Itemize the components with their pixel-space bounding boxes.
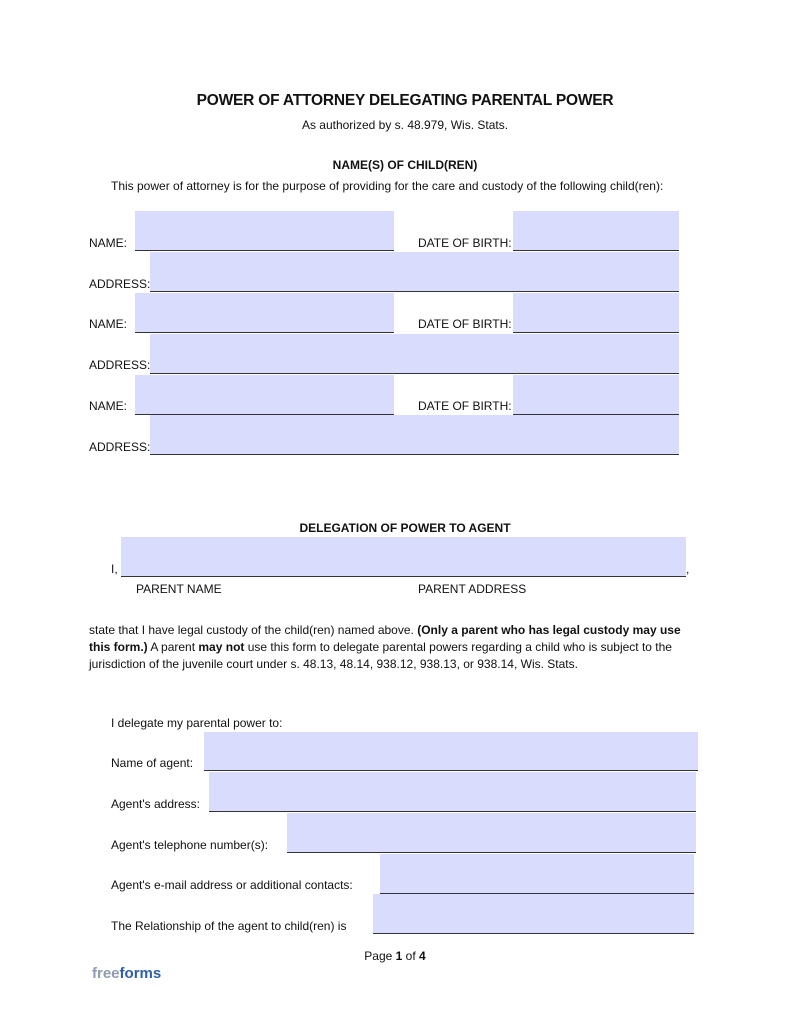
child-1-dob-label: DATE OF BIRTH: bbox=[418, 236, 512, 250]
agent-email-label: Agent's e-mail address or additional contacts: bbox=[111, 878, 353, 892]
child-2-address-label: ADDRESS: bbox=[89, 358, 151, 372]
child-3-name-label: NAME: bbox=[89, 399, 128, 413]
child-3-dob-field[interactable] bbox=[513, 375, 679, 415]
agent-relationship-field[interactable] bbox=[373, 894, 694, 934]
parent-name-address-input[interactable] bbox=[121, 537, 686, 576]
brand-free: free bbox=[92, 965, 120, 982]
child-2-dob-input[interactable] bbox=[513, 293, 679, 332]
child-1-name-field[interactable] bbox=[135, 211, 394, 251]
parent-address-caption: PARENT ADDRESS bbox=[418, 582, 527, 596]
children-section-heading: NAME(S) OF CHILD(REN) bbox=[332, 158, 478, 172]
child-1-address-label: ADDRESS: bbox=[89, 277, 151, 291]
child-2-name-field[interactable] bbox=[135, 293, 394, 333]
agent-relationship-label: The Relationship of the agent to child(ren) is bbox=[111, 919, 347, 933]
child-2-name-label: NAME: bbox=[89, 317, 128, 331]
agent-phone-label: Agent's telephone number(s): bbox=[111, 838, 269, 852]
page-title: POWER OF ATTORNEY DELEGATING PARENTAL POWER bbox=[196, 92, 614, 109]
brand-forms: forms bbox=[119, 965, 162, 982]
agent-intro-text: I delegate my parental power to: bbox=[111, 716, 283, 730]
child-3-address-field[interactable] bbox=[150, 415, 679, 455]
child-1-dob-field[interactable] bbox=[513, 211, 679, 251]
trailing-comma: , bbox=[686, 562, 690, 576]
page-current: 1 bbox=[395, 949, 403, 963]
child-3-address-label: ADDRESS: bbox=[89, 440, 151, 454]
child-2-name-input[interactable] bbox=[135, 293, 394, 332]
page-prefix: Page bbox=[364, 949, 396, 963]
custody-text-2: A parent bbox=[147, 640, 199, 654]
child-1-address-input[interactable] bbox=[150, 252, 679, 291]
child-3-name-field[interactable] bbox=[135, 375, 394, 415]
delegation-section-heading: DELEGATION OF POWER TO AGENT bbox=[299, 521, 511, 535]
custody-statement bbox=[89, 622, 704, 673]
child-1-name-input[interactable] bbox=[135, 211, 394, 250]
child-3-dob-label: DATE OF BIRTH: bbox=[418, 399, 512, 413]
agent-name-input[interactable] bbox=[204, 732, 698, 770]
child-2-address-input[interactable] bbox=[150, 334, 679, 373]
agent-phone-input[interactable] bbox=[287, 813, 696, 852]
page-total: 4 bbox=[419, 949, 426, 963]
child-2-dob-label: DATE OF BIRTH: bbox=[418, 317, 512, 331]
child-1-name-label: NAME: bbox=[89, 236, 128, 250]
child-2-dob-field[interactable] bbox=[513, 293, 679, 333]
parent-name-address-field[interactable] bbox=[121, 537, 686, 577]
child-1-dob-input[interactable] bbox=[513, 211, 679, 250]
child-3-name-input[interactable] bbox=[135, 375, 394, 414]
custody-bold-2: may not bbox=[198, 640, 245, 654]
agent-relationship-input[interactable] bbox=[373, 894, 694, 933]
children-intro-text: This power of attorney is for the purpose of providing for the care and custody of the following child(ren): bbox=[111, 179, 664, 193]
custody-text-1: state that I have legal custody of the child(ren) named above. bbox=[89, 623, 414, 637]
custody-bold-1: (Only a parent who has legal custody may use this form.) bbox=[89, 623, 681, 654]
i-label: I, bbox=[111, 562, 118, 576]
agent-address-field[interactable] bbox=[209, 772, 696, 812]
child-1-address-field[interactable] bbox=[150, 252, 679, 292]
agent-name-field[interactable] bbox=[204, 732, 698, 771]
agent-email-input[interactable] bbox=[380, 854, 694, 893]
agent-email-field[interactable] bbox=[380, 854, 694, 894]
agent-name-label: Name of agent: bbox=[111, 756, 194, 770]
freeforms-logo bbox=[92, 965, 161, 982]
child-2-address-field[interactable] bbox=[150, 334, 679, 374]
child-3-address-input[interactable] bbox=[150, 415, 679, 454]
page-of: of bbox=[402, 949, 420, 963]
agent-phone-field[interactable] bbox=[287, 813, 696, 853]
page-number bbox=[0, 949, 790, 963]
agent-address-label: Agent's address: bbox=[111, 797, 201, 811]
page-subtitle: As authorized by s. 48.979, Wis. Stats. bbox=[301, 118, 509, 132]
parent-name-caption: PARENT NAME bbox=[136, 582, 222, 596]
agent-address-input[interactable] bbox=[209, 772, 696, 811]
custody-text-3: use this form to delegate parental powers regarding a child who is subject to the jurisdiction of the juvenile court under s. 48.13, 48.14, 938.12, 938.13, or 938.14, Wis. Stats. bbox=[89, 640, 672, 671]
child-3-dob-input[interactable] bbox=[513, 375, 679, 414]
